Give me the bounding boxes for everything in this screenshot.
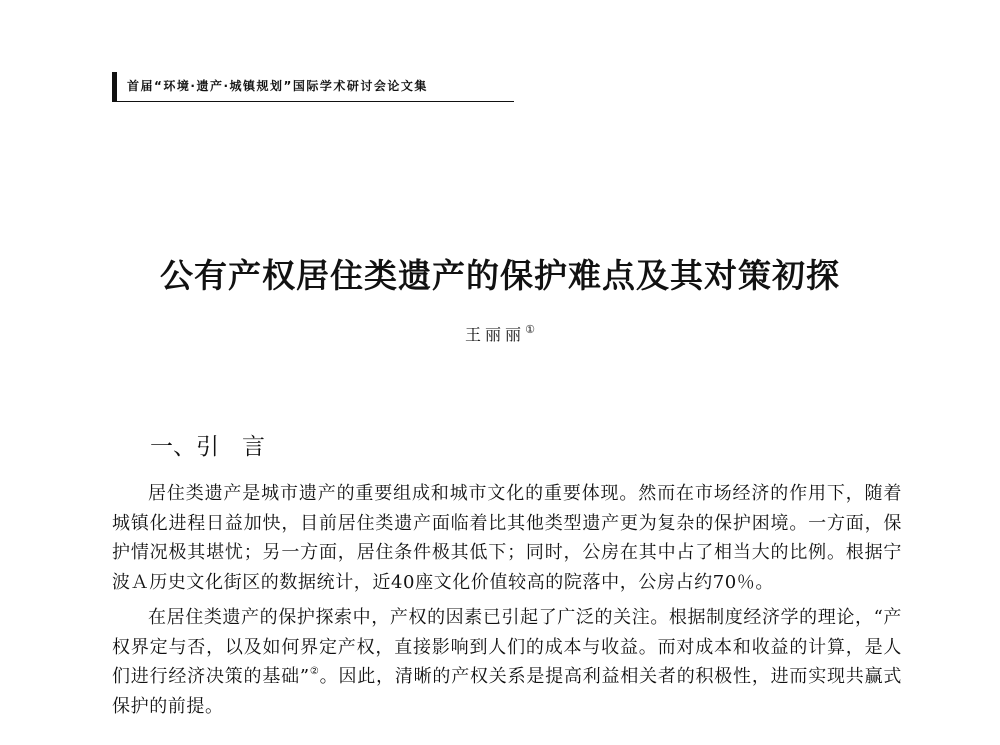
author-line [0,322,1000,345]
paragraph-text: 在居住类遗产的保护探索中，产权的因素已引起了广泛的关注。根据制度经济学的理论，“产权界定与否，以及如何界定产权，直接影响到人们的成本与收益。而对成本和收益的计算，是人们进行经济决策的基础” [112,607,902,687]
paragraph-2 [112,603,902,721]
paragraph-text: 居住类遗产是城市遗产的重要组成和城市文化的重要体现。然而在市场经济的作用下，随着城镇化进程日益加快，目前居住类遗产面临着比其他类型遗产更为复杂的保护困境。一方面，保护情况极其堪忧；另一方面，居住条件极其低下；同时，公房在其中占了相当大的比例。根据宁波Ａ历史文化街区的数据统计，近40座文化价值较高的院落中，公房占约70％。 [112,483,902,593]
running-header [112,72,514,102]
section-heading: 一、引 言 [150,434,265,460]
footnote-marker: ② [309,666,320,677]
author-footnote-marker: ① [525,323,535,336]
article-title: 公有产权居住类遗产的保护难点及其对策初探 [160,256,840,295]
paragraph-text-continued: 。因此，清晰的产权关系是提高利益相关者的积极性，进而实现共赢式保护的前提。 [112,666,902,717]
paragraph-1 [112,479,902,597]
running-header-title: 首届“环境·遗产·城镇规划”国际学术研讨会论文集 [127,79,428,93]
author-name: 王丽丽 [465,325,526,344]
body-text [112,479,902,727]
